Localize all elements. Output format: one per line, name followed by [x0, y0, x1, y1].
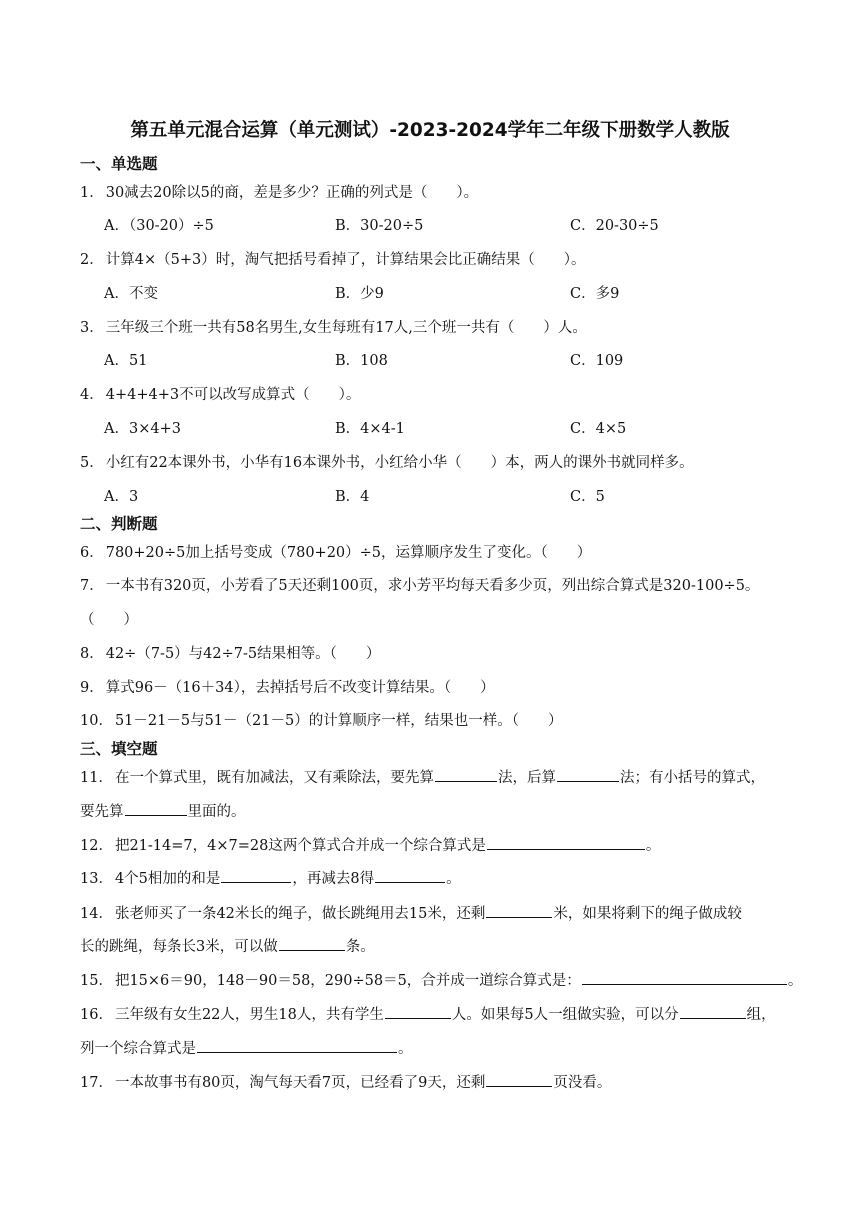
- question-14-continued: [80, 935, 375, 956]
- question-text: 。: [787, 973, 803, 989]
- option-a: A．51: [104, 353, 148, 369]
- question-10: [80, 709, 562, 730]
- question-number: 10．: [80, 713, 113, 729]
- question-text: 。: [398, 1041, 413, 1057]
- question-number: 2．: [80, 252, 104, 268]
- question-text: 780+20÷5加上括号变成（780+20）÷5，运算顺序发生了变化。（ ）: [105, 545, 592, 561]
- option-b: B．少9: [335, 286, 384, 302]
- option-c: C．多9: [570, 286, 620, 302]
- answer-blank[interactable]: [385, 1004, 451, 1019]
- question-text: 小红有22本课外书，小华有16本课外书，小红给小华（ ）本，两人的课外书就同样多。: [105, 455, 694, 471]
- question-text: 人。如果每5人一组做实验，可以分: [451, 1007, 679, 1023]
- question-text: ，再减去8得: [292, 871, 375, 887]
- answer-blank[interactable]: [375, 868, 445, 883]
- question-text: 里面的。: [187, 804, 246, 820]
- option-b: B．4×4-1: [335, 421, 405, 437]
- question-12: [80, 834, 660, 855]
- answer-blank[interactable]: [221, 868, 291, 883]
- question-text: 。: [446, 871, 461, 887]
- question-text: 4个5相加的和是: [114, 871, 221, 887]
- option-b: B．30-20÷5: [335, 218, 424, 234]
- question-number: 9．: [80, 680, 104, 696]
- answer-blank[interactable]: [197, 1038, 397, 1053]
- question-text: 要先算: [80, 804, 124, 820]
- question-number: 13．: [80, 871, 113, 887]
- question-text: 把15×6＝90，148－90＝58，290÷58＝5，合并成一道综合算式是：: [114, 973, 581, 989]
- question-text: 条。: [345, 939, 375, 955]
- answer-blank[interactable]: [125, 801, 187, 816]
- question-text: 42÷（7-5）与42÷7-5结果相等。（ ）: [105, 646, 381, 662]
- question-14: [80, 902, 742, 923]
- question-text: 把21-14=7，4×7=28这两个算式合并成一个综合算式是: [114, 838, 486, 854]
- question-number: 8．: [80, 646, 104, 662]
- question-number: 7．: [80, 578, 104, 594]
- option-b: B．108: [335, 353, 388, 369]
- question-6: [80, 541, 591, 562]
- question-number: 4．: [80, 387, 104, 403]
- question-1: [80, 181, 478, 202]
- question-5: [80, 451, 694, 472]
- question-text: 列一个综合算式是: [80, 1041, 196, 1057]
- question-text: 。: [645, 838, 661, 854]
- question-number: 12．: [80, 838, 113, 854]
- question-3: [80, 316, 587, 337]
- question-text: 一本书有320页，小芳看了5天还剩100页，求小芳平均每天看多少页，列出综合算式是320-100÷5。: [105, 578, 760, 594]
- section-heading-single-choice: 一、单选题: [80, 155, 158, 173]
- question-4: [80, 383, 360, 404]
- question-text: 三年级有女生22人，男生18人，共有学生: [114, 1007, 384, 1023]
- question-text: 页没看。: [553, 1075, 612, 1091]
- question-text: 一本故事书有80页，淘气每天看7页，已经看了9天，还剩: [114, 1075, 486, 1091]
- answer-blank[interactable]: [582, 970, 787, 985]
- question-number: 5．: [80, 455, 104, 471]
- question-text: 在一个算式里，既有加减法，又有乘除法，要先算: [114, 770, 434, 786]
- question-text: 张老师买了一条42米长的绳子，做长跳绳用去15米，还剩: [114, 906, 486, 922]
- answer-blank[interactable]: [486, 903, 552, 918]
- option-a: A．（30-20）÷5: [104, 218, 214, 234]
- question-9: [80, 676, 495, 697]
- question-13: [80, 867, 461, 888]
- answer-blank[interactable]: [487, 835, 645, 850]
- option-c: C．5: [570, 489, 605, 505]
- option-a: A．不变: [104, 286, 158, 302]
- question-7: [80, 574, 759, 595]
- answer-blank[interactable]: [435, 767, 497, 782]
- option-a: A．3×4+3: [104, 421, 181, 437]
- question-16: [80, 1003, 776, 1024]
- question-text: 计算4×（5+3）时，淘气把括号看掉了，计算结果会比正确结果（ ）。: [105, 252, 586, 268]
- question-number: 14．: [80, 906, 113, 922]
- question-11-continued: [80, 800, 246, 821]
- question-number: 11．: [80, 770, 113, 786]
- question-number: 3．: [80, 320, 104, 336]
- question-text: 米，如果将剩下的绳子做成较: [553, 906, 742, 922]
- question-2: [80, 248, 585, 269]
- question-text: 法；有小括号的算式，: [619, 770, 765, 786]
- section-heading-true-false: 二、判断题: [80, 515, 158, 533]
- question-7-answer-bracket: （ ）: [80, 612, 138, 628]
- question-text: 法，后算: [497, 770, 556, 786]
- option-a: A．3: [104, 489, 139, 505]
- question-16-continued: [80, 1037, 413, 1058]
- question-number: 6．: [80, 545, 104, 561]
- section-heading-fill-in: 三、填空题: [80, 740, 158, 758]
- question-15: [80, 969, 802, 990]
- question-number: 17．: [80, 1075, 113, 1091]
- option-c: C．20-30÷5: [570, 218, 659, 234]
- question-text: 长的跳绳，每条长3米，可以做: [80, 939, 278, 955]
- answer-blank[interactable]: [486, 1072, 552, 1087]
- question-text: 30减去20除以5的商，差是多少？正确的列式是（ ）。: [105, 185, 479, 201]
- question-text: 4+4+4+3不可以改写成算式（ ）。: [105, 387, 361, 403]
- answer-blank[interactable]: [557, 767, 619, 782]
- question-text: 算式96－（16＋34），去掉括号后不改变计算结果。（ ）: [105, 680, 495, 696]
- question-text: 组，: [746, 1007, 776, 1023]
- question-17: [80, 1071, 611, 1092]
- answer-blank[interactable]: [680, 1004, 746, 1019]
- option-c: C．4×5: [570, 421, 627, 437]
- question-number: 16．: [80, 1007, 113, 1023]
- answer-blank[interactable]: [279, 936, 345, 951]
- option-c: C．109: [570, 353, 624, 369]
- option-b: B．4: [335, 489, 370, 505]
- question-number: 15．: [80, 973, 113, 989]
- question-8: [80, 642, 380, 663]
- question-number: 1．: [80, 185, 104, 201]
- question-text: 三年级三个班一共有58名男生,女生每班有17人,三个班一共有（ ）人。: [105, 320, 587, 336]
- document-title: 第五单元混合运算（单元测试）-2023-2024学年二年级下册数学人教版: [130, 120, 730, 141]
- question-text: 51－21－5与51－（21－5）的计算顺序一样，结果也一样。（ ）: [114, 713, 563, 729]
- question-11: [80, 766, 765, 787]
